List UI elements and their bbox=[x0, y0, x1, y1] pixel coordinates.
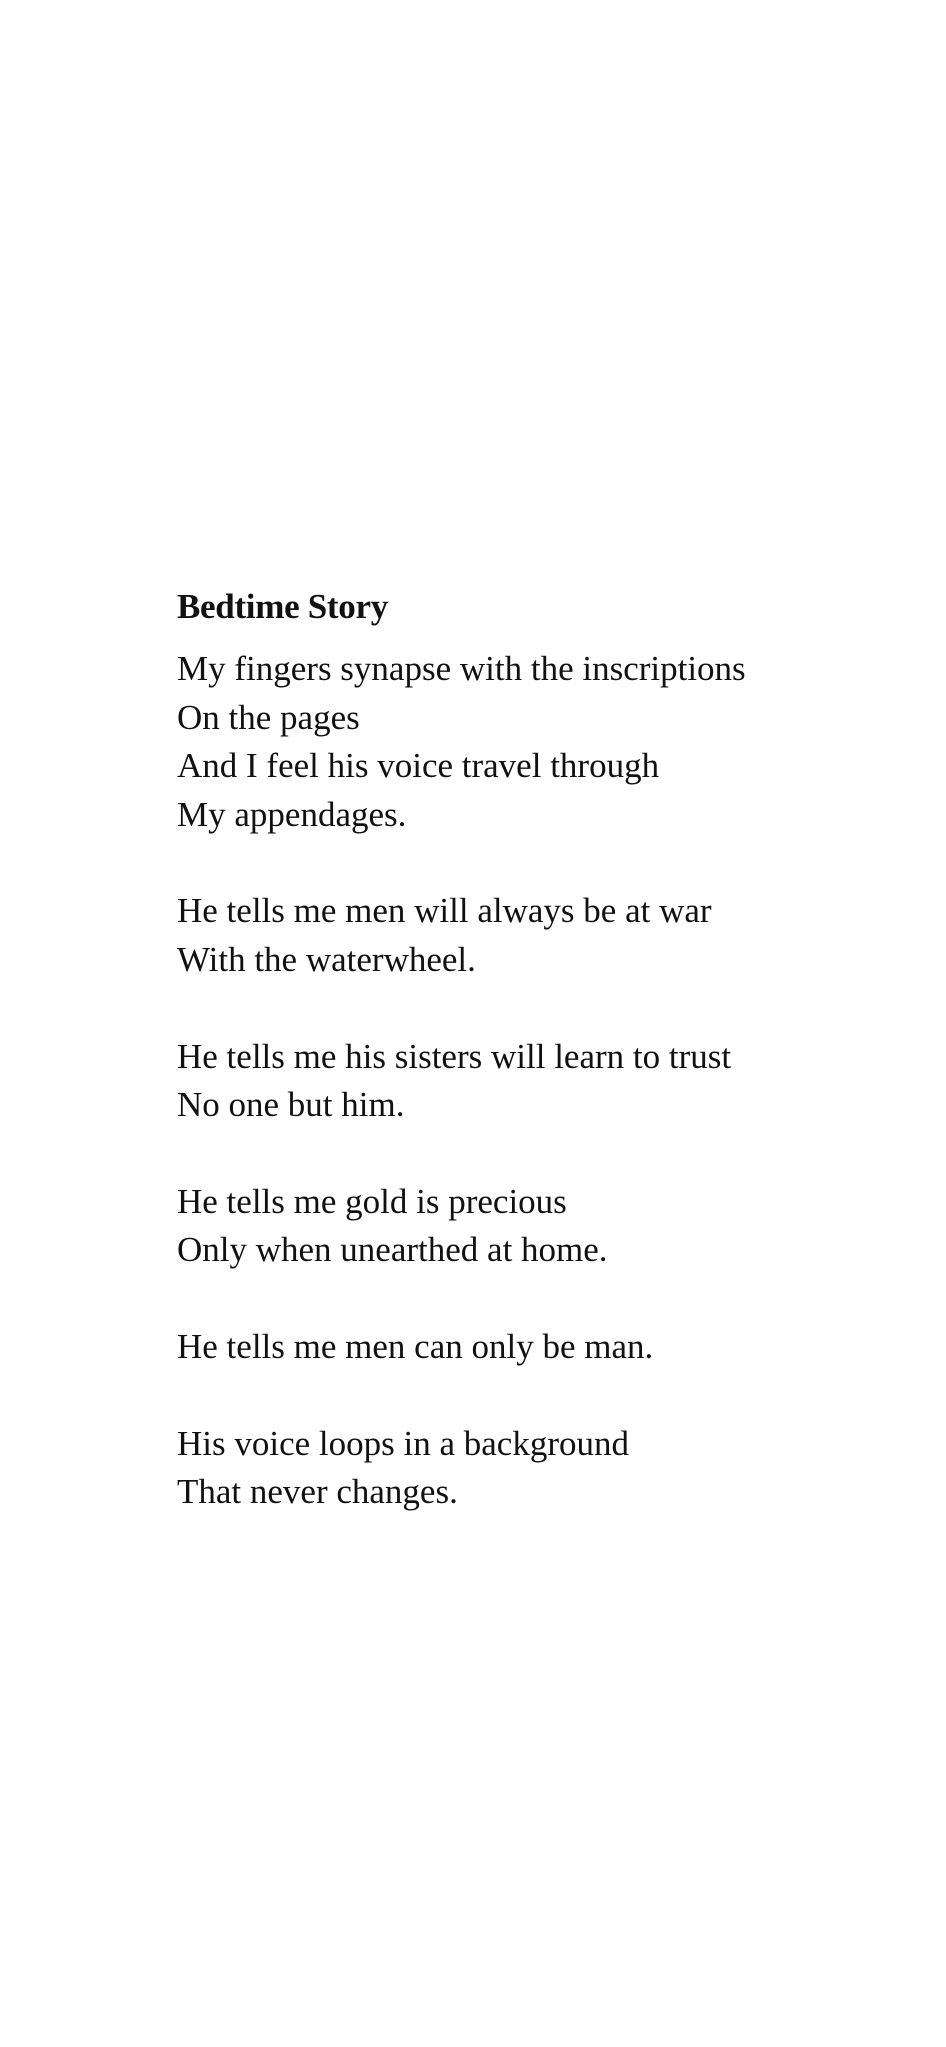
poem-line: No one but him. bbox=[177, 1085, 405, 1125]
stanza bbox=[177, 1033, 897, 1130]
poem-line: My fingers synapse with the inscriptions bbox=[177, 649, 746, 688]
poem bbox=[177, 585, 897, 1565]
stanza bbox=[177, 1323, 897, 1372]
stanza bbox=[177, 1420, 897, 1517]
poem-title: Bedtime Story bbox=[177, 587, 388, 626]
poem-line: Only when unearthed at home. bbox=[177, 1230, 608, 1270]
stanza bbox=[177, 887, 897, 984]
stanza bbox=[177, 1178, 897, 1275]
poem-line: That never changes. bbox=[177, 1472, 458, 1512]
poem-line: His voice loops in a background bbox=[177, 1423, 629, 1463]
poem-line: He tells me gold is precious bbox=[177, 1181, 567, 1221]
poem-line: And I feel his voice travel through bbox=[177, 746, 660, 786]
poem-line: He tells me men can only be man. bbox=[177, 1326, 654, 1366]
poem-line: On the pages bbox=[177, 697, 360, 737]
poem-line: He tells me men will always be at war bbox=[177, 891, 712, 931]
poem-line: He tells me his sisters will learn to trust bbox=[177, 1036, 732, 1076]
poem-line: My appendages. bbox=[177, 794, 407, 834]
poem-line: With the waterwheel. bbox=[177, 939, 476, 979]
stanza bbox=[177, 645, 897, 839]
